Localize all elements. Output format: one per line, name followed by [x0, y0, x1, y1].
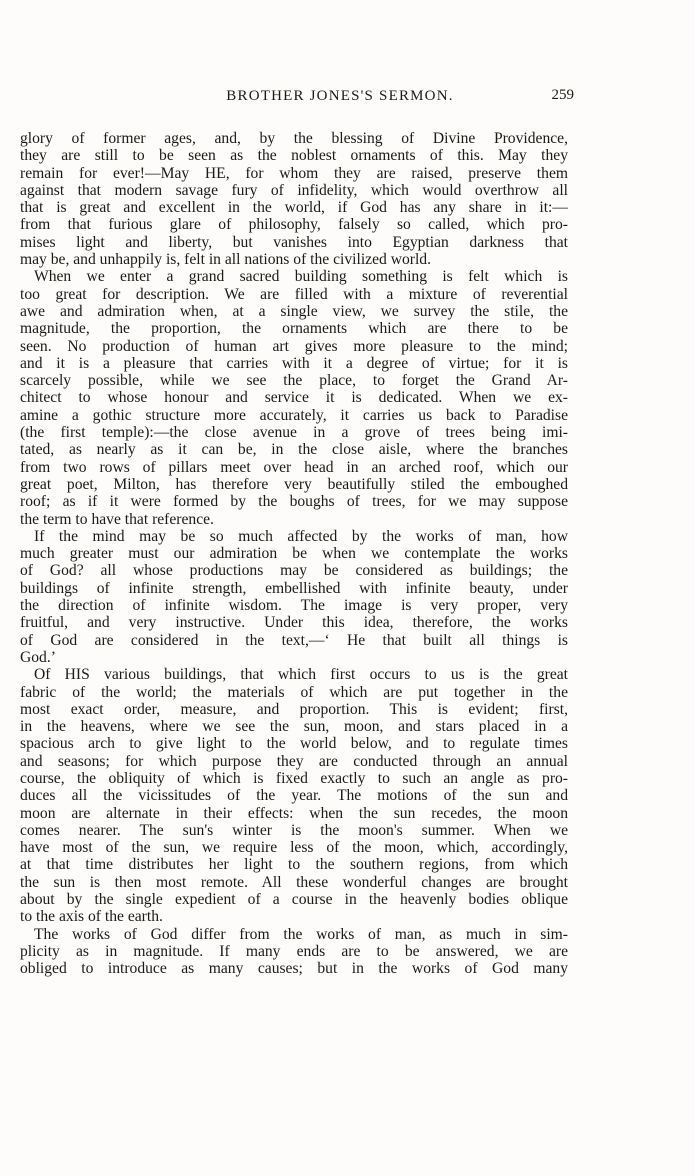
text-line: seen. No production of human art gives more pleasure to the mind; [20, 337, 568, 355]
text-line: the sun is then most remote. All these wonderful changes are brought [20, 873, 568, 891]
text-line: amine a gothic structure more accurately, it carries us back to Paradise [20, 406, 568, 424]
text-line: have most of the sun, we require less of the moon, which, accordingly, [20, 839, 568, 857]
text-line: from two rows of pillars meet over head in an arched roof, which our [20, 458, 568, 476]
text-line: and seasons; for which purpose they are conducted through an annual [20, 752, 568, 770]
text-line: chitect to whose honour and service it is dedicated. When we ex- [20, 389, 568, 407]
text-line: glory of former ages, and, by the blessing of Divine Providence, [20, 130, 568, 147]
text-line: mises light and liberty, but vanishes into Egyptian darkness that [20, 233, 568, 251]
text-line: buildings of infinite strength, embellished with infinite beauty, under [20, 579, 568, 597]
text-line: in the heavens, where we see the sun, moon, and stars placed in a [20, 718, 568, 736]
text-line: course, the obliquity of which is fixed exactly to such an angle as pro- [20, 769, 568, 787]
text-line: fruitful, and very instructive. Under this idea, therefore, the works [20, 614, 568, 632]
text-line: of God are considered in the text,—‘ He that built all things is [20, 631, 568, 649]
text-line: fabric of the world; the materials of which are put together in the [20, 683, 568, 701]
text-line: that is great and excellent in the world, if God has any share in it:— [20, 199, 568, 217]
text-line: of God? all whose productions may be considered as buildings; the [20, 562, 568, 580]
text-line: awe and admiration when, at a single view, we survey the stile, the [20, 302, 568, 320]
text-line: plicity as in magnitude. If many ends are to be answered, we are [20, 942, 568, 960]
text-line: magnitude, the proportion, the ornaments which are there to be [20, 320, 568, 338]
text-line: at that time distributes her light to the southern regions, from which [20, 856, 568, 874]
text-line: and it is a pleasure that carries with it a degree of virtue; for it is [20, 354, 568, 372]
text-line: the direction of infinite wisdom. The image is very proper, very [20, 597, 568, 615]
text-line: If the mind may be so much affected by the works of man, how [34, 527, 568, 545]
text-line: Of HIS various buildings, that which first occurs to us is the great [34, 666, 568, 684]
text-line: too great for description. We are filled with a mixture of reverential [20, 285, 568, 303]
text-line: most exact order, measure, and proportion. This is evident; first, [20, 700, 568, 718]
text-line: tated, as nearly as it can be, in the close aisle, where the branches [20, 441, 568, 459]
text-line: roof; as if it were formed by the boughs of trees, for we may suppose [20, 493, 568, 511]
text-line: scarcely possible, while we see the place, to forget the Grand Ar- [20, 372, 568, 390]
page-number: 259 [551, 87, 574, 103]
text-line: may be, and unhappily is, felt in all nations of the civilized world. [20, 251, 431, 269]
running-title: BROTHER JONES'S SERMON. [226, 88, 454, 104]
text-line: The works of God differ from the works of man, as much in sim- [34, 925, 568, 943]
text-line: God.’ [20, 648, 56, 666]
text-line: When we enter a grand sacred building something is felt which is [34, 268, 568, 286]
text-line: (the first temple):—the close avenue in a grove of trees being imi- [20, 424, 568, 442]
body-text [20, 130, 568, 978]
text-line: from that furious glare of philosophy, falsely so called, which pro- [20, 216, 568, 234]
text-line: great poet, Milton, has therefore very beautifully stiled the emboughed [20, 475, 568, 493]
text-line: much greater must our admiration be when we contemplate the works [20, 545, 568, 563]
text-line: they are still to be seen as the noblest ornaments of this. May they [20, 147, 568, 165]
text-line: comes nearer. The sun's winter is the moon's summer. When we [20, 821, 568, 839]
text-line: about by the single expedient of a course in the heavenly bodies oblique [20, 891, 568, 909]
text-line: spacious arch to give light to the world below, and to regulate times [20, 735, 568, 753]
text-line: moon are alternate in their effects: when the sun recedes, the moon [20, 804, 568, 822]
text-line: the term to have that reference. [20, 510, 214, 528]
text-line: to the axis of the earth. [20, 908, 163, 926]
text-line: remain for ever!—May HE, for whom they are raised, preserve them [20, 164, 568, 182]
text-line: obliged to introduce as many causes; but in the works of God many [20, 960, 568, 978]
text-line: against that modern savage fury of infidelity, which would overthrow all [20, 181, 568, 199]
text-line: duces all the vicissitudes of the year. The motions of the sun and [20, 787, 568, 805]
